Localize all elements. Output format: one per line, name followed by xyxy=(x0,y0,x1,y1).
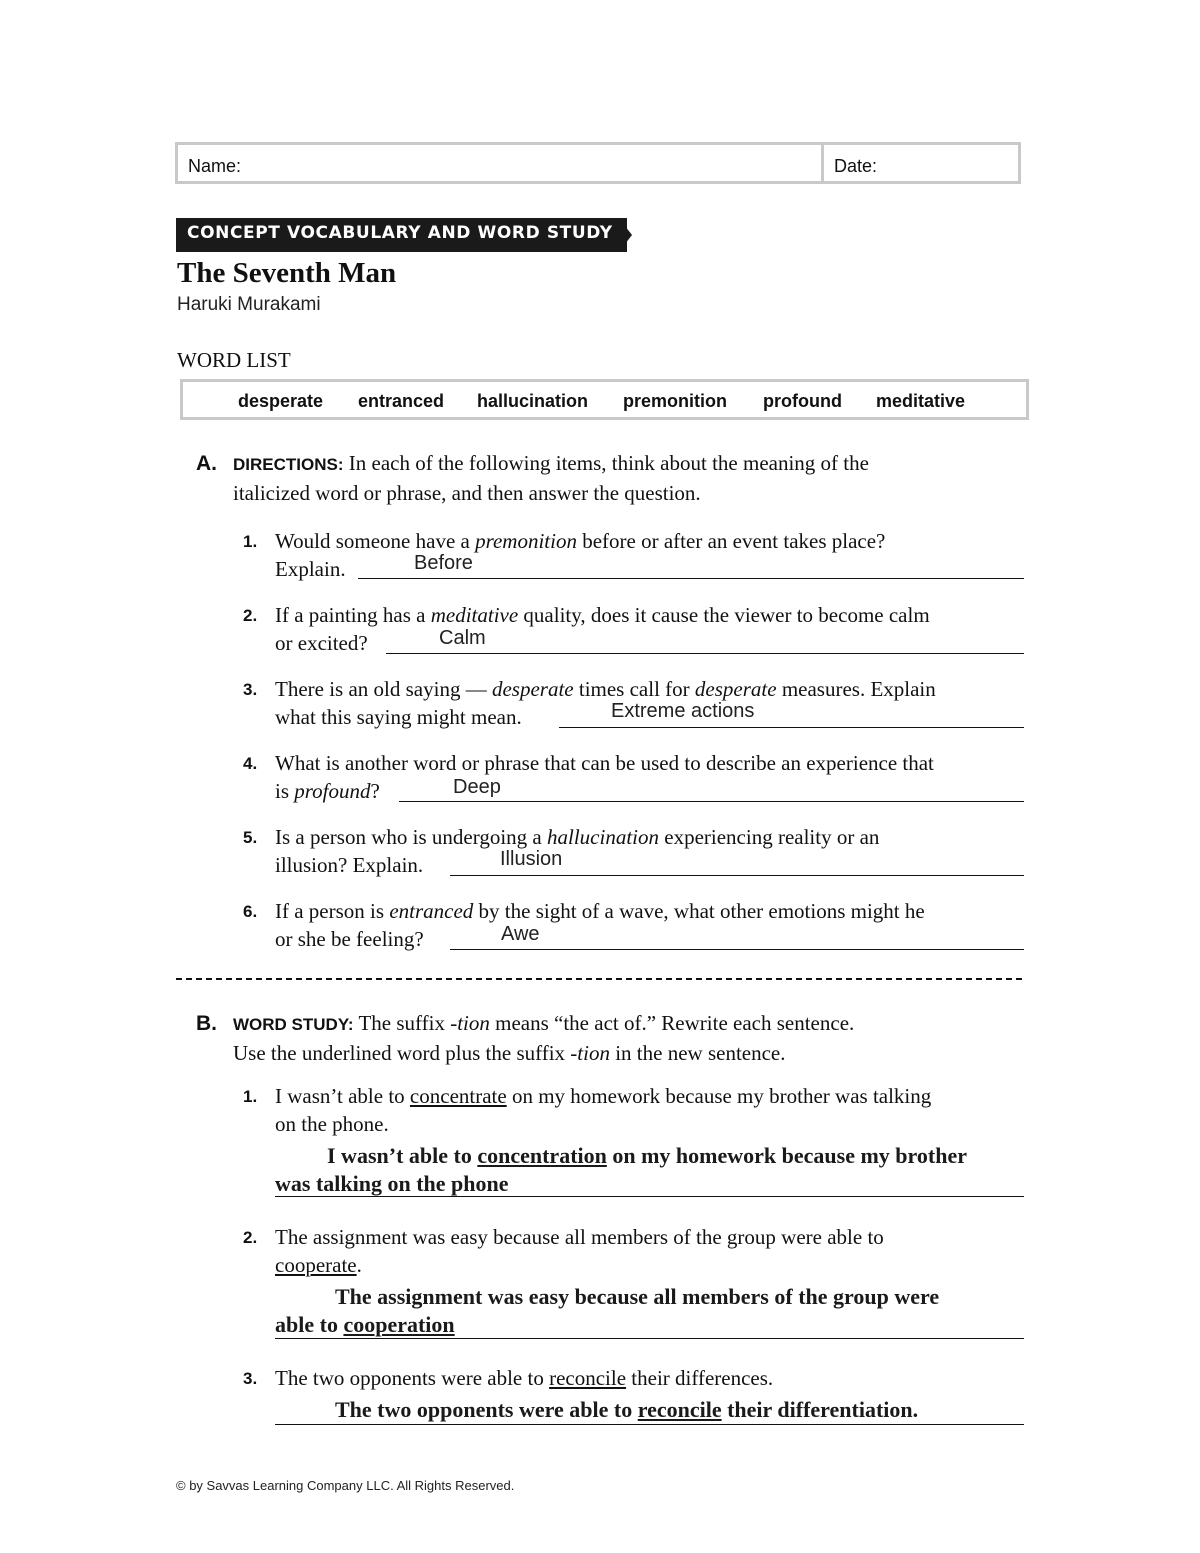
q-text: Would someone have a xyxy=(275,529,476,553)
name-field[interactable] xyxy=(178,145,824,181)
answer-b3 xyxy=(275,1396,1035,1424)
copyright-footer: © by Savvas Learning Company LLC. All Rights Reserved. xyxy=(176,1478,515,1493)
q-italic: entranced xyxy=(389,899,474,923)
date-label: Date: xyxy=(834,156,878,176)
a-text: I wasn’t able to xyxy=(327,1143,478,1168)
q-italic: meditative xyxy=(430,603,519,627)
a-underlined: reconcile xyxy=(637,1397,722,1422)
item-number: 1. xyxy=(243,532,258,551)
directions-text-1: In each of the following items, think about the meaning of the xyxy=(348,451,869,475)
name-label: Name: xyxy=(188,156,242,176)
word-list-label: WORD LIST xyxy=(177,348,291,372)
word-entranced: entranced xyxy=(358,391,445,411)
answer-line[interactable] xyxy=(358,578,1024,579)
q-text: on the phone. xyxy=(275,1112,389,1136)
directions-text: means “the act of.” Rewrite each sentence. xyxy=(489,1011,855,1035)
q-text: Is a person who is undergoing a xyxy=(275,825,547,849)
word-study-label: WORD STUDY: xyxy=(233,1015,354,1034)
q-text: measures. Explain xyxy=(776,677,936,701)
question-a4 xyxy=(275,749,1035,805)
question-b3 xyxy=(275,1364,1035,1392)
q-text: If a person is xyxy=(275,899,390,923)
q-text: If a painting has a xyxy=(275,603,431,627)
directions-text: in the new sentence. xyxy=(609,1041,786,1065)
answer-a1: Before xyxy=(414,552,473,574)
section-a-directions xyxy=(233,449,1033,507)
word-profound: profound xyxy=(763,391,842,411)
a-underlined: concentration xyxy=(477,1143,607,1168)
directions-text: The suffix - xyxy=(358,1011,458,1035)
q-italic: premonition xyxy=(475,529,577,553)
item-number: 3. xyxy=(243,680,258,699)
directions-text: Use the underlined word plus the suffix - xyxy=(233,1041,578,1065)
question-b1 xyxy=(275,1082,1035,1138)
answer-a5: Illusion xyxy=(500,848,563,870)
q-text: their differences. xyxy=(626,1366,774,1390)
question-b2 xyxy=(275,1223,1035,1279)
directions-text-2: italicized word or phrase, and then answer the question. xyxy=(233,481,701,505)
answer-line[interactable] xyxy=(399,801,1024,802)
answer-b1 xyxy=(275,1142,1035,1198)
q-text: what this saying might mean. xyxy=(275,705,522,729)
directions-label: DIRECTIONS: xyxy=(233,455,344,474)
author: Haruki Murakami xyxy=(177,294,321,315)
word-premonition: premonition xyxy=(623,391,727,411)
q-text: The assignment was easy because all members of the group were able to xyxy=(275,1225,884,1249)
item-number: 3. xyxy=(243,1369,258,1388)
date-field[interactable] xyxy=(824,145,1018,181)
q-underlined: reconcile xyxy=(549,1366,627,1390)
word-hallucination: hallucination xyxy=(477,391,589,411)
q-italic: desperate xyxy=(694,677,777,701)
question-a2 xyxy=(275,601,1035,657)
answer-line[interactable] xyxy=(559,727,1024,728)
a-text: on my homework because my brother xyxy=(606,1143,967,1168)
name-date-box xyxy=(175,142,1021,184)
answer-line[interactable] xyxy=(386,653,1024,654)
page-title: The Seventh Man xyxy=(177,257,397,289)
answer-a6: Awe xyxy=(501,923,540,945)
section-b-letter: B. xyxy=(196,1012,217,1035)
answer-line[interactable] xyxy=(450,875,1024,876)
a-text: able to xyxy=(275,1312,344,1337)
a-text: their differentiation. xyxy=(721,1397,919,1422)
suffix-italic: tion xyxy=(577,1041,610,1065)
q-underlined: cooperate xyxy=(275,1253,357,1277)
q-text: . xyxy=(356,1253,362,1277)
word-desperate: desperate xyxy=(238,391,324,411)
q-text: on my homework because my brother was talking xyxy=(506,1084,932,1108)
item-number: 2. xyxy=(243,606,258,625)
section-banner: CONCEPT VOCABULARY AND WORD STUDY xyxy=(176,218,627,252)
q-text: The two opponents were able to xyxy=(275,1366,550,1390)
q-text: or excited? xyxy=(275,631,368,655)
question-a6 xyxy=(275,897,1035,953)
a-text: The two opponents were able to xyxy=(335,1397,638,1422)
item-number: 5. xyxy=(243,828,258,847)
q-text: before or after an event takes place? xyxy=(576,529,886,553)
q-text: times call for xyxy=(573,677,695,701)
a-underlined: cooperation xyxy=(343,1312,455,1337)
q-text: is xyxy=(275,779,295,803)
a-text: The assignment was easy because all members of the group were xyxy=(335,1284,940,1309)
answer-line[interactable] xyxy=(275,1424,1024,1425)
word-list-box xyxy=(180,379,1029,420)
answer-line[interactable] xyxy=(450,949,1024,950)
answer-a2: Calm xyxy=(439,627,486,649)
q-underlined: concentrate xyxy=(409,1084,507,1108)
answer-line[interactable] xyxy=(275,1196,1024,1197)
answer-line[interactable] xyxy=(275,1338,1024,1339)
q-italic: hallucination xyxy=(547,825,659,849)
q-text: or she be feeling? xyxy=(275,927,424,951)
answer-a4: Deep xyxy=(453,776,501,798)
q-text: There is an old saying — xyxy=(275,677,492,701)
answer-a3: Extreme actions xyxy=(611,700,755,722)
question-a5 xyxy=(275,823,1035,879)
question-a1 xyxy=(275,527,1035,583)
item-number: 2. xyxy=(243,1228,258,1247)
q-italic: profound xyxy=(294,779,371,803)
item-number: 1. xyxy=(243,1087,258,1106)
q-italic: desperate xyxy=(491,677,574,701)
q-text: Explain. xyxy=(275,557,346,581)
q-text: ? xyxy=(370,779,380,803)
q-text: quality, does it cause the viewer to become calm xyxy=(518,603,930,627)
q-text: I wasn’t able to xyxy=(275,1084,410,1108)
word-meditative: meditative xyxy=(876,391,966,411)
banner-arrow-icon xyxy=(625,226,632,244)
answer-b2 xyxy=(275,1283,1035,1339)
section-a-letter: A. xyxy=(196,452,217,475)
a-text: was talking on the phone xyxy=(275,1171,509,1196)
item-number: 6. xyxy=(243,902,258,921)
section-b-directions xyxy=(233,1009,1033,1067)
q-text: by the sight of a wave, what other emotions might he xyxy=(473,899,925,923)
q-text: What is another word or phrase that can be used to describe an experience that xyxy=(275,751,934,775)
item-number: 4. xyxy=(243,754,258,773)
q-text: experiencing reality or an xyxy=(659,825,880,849)
suffix-italic: tion xyxy=(457,1011,490,1035)
q-text: illusion? Explain. xyxy=(275,853,424,877)
section-divider xyxy=(176,978,1022,980)
